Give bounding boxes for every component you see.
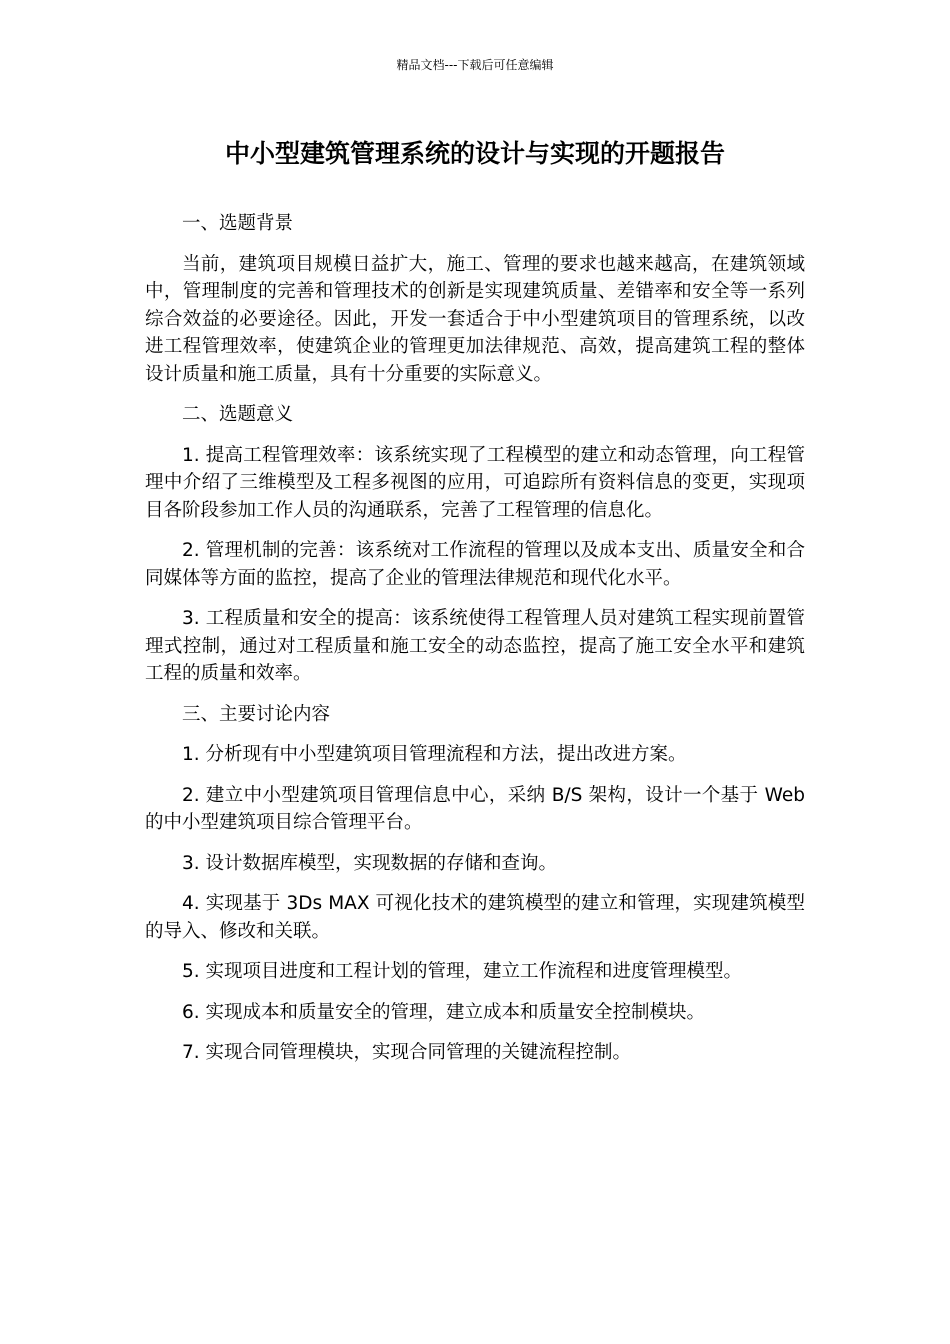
list-item: 1. 分析现有中小型建筑项目管理流程和方法，提出改进方案。 [182, 744, 687, 765]
section-heading: 二、选题意义 [182, 404, 294, 425]
list-item: 7. 实现合同管理模块，实现合同管理的关键流程控制。 [182, 1042, 632, 1063]
list-item: 6. 实现成本和质量安全的管理，建立成本和质量安全控制模块。 [182, 1001, 706, 1023]
list-item: 2. 管理机制的完善：该系统对工作流程的管理以及成本支出、质量安全和合同媒体等方面的监控，提高了企业的管理法律规范和现代化水平。 [145, 540, 805, 589]
list-item: 5. 实现项目进度和工程计划的管理，建立工作流程和进度管理模型。 [182, 961, 743, 982]
section-background [145, 210, 805, 388]
list-item: 3. 工程质量和安全的提高：该系统使得工程管理人员对建筑工程实现前置管理式控制，通过对工程质量和施工安全的动态监控，提高了施工安全水平和建筑工程的质量和效率。 [145, 608, 805, 684]
section-heading: 三、主要讨论内容 [182, 703, 331, 725]
document-body [145, 210, 805, 1080]
section-research-content [145, 701, 805, 1067]
document-title: 中小型建筑管理系统的设计与实现的开题报告 [224, 139, 725, 168]
paragraph: 当前，建筑项目规模日益扩大，施工、管理的要求也越来越高，在建筑领域中，管理制度的完善和管理技术的创新是实现建筑质量、差错率和安全等一系列综合效益的必要途径。因此，开发一套适合于中小型建筑项目的管理系统，以改进工程管理效率，使建筑企业的管理更加法律规范、高效，提高建筑工程的整体设计质量和施工质量，具有十分重要的实际意义。 [145, 253, 805, 385]
section-significance [145, 401, 805, 688]
section-heading: 一、选题背景 [182, 213, 294, 234]
list-item: 4. 实现基于 3Ds MAX 可视化技术的建筑模型的建立和管理，实现建筑模型的导入、修改和关联。 [145, 893, 805, 942]
header-note: 精品文档---下载后可任意编辑 [396, 58, 554, 72]
list-item: 3. 设计数据库模型，实现数据的存储和查询。 [182, 852, 558, 874]
list-item: 1. 提高工程管理效率：该系统实现了工程模型的建立和动态管理，向工程管理中介绍了三维模型及工程多视图的应用，可追踪所有资料信息的变更，实现项目各阶段参加工作人员的沟通联系，完善了工程管理的信息化。 [145, 444, 805, 521]
list-item: 2. 建立中小型建筑项目管理信息中心，采纳 B/S 架构，设计一个基于 Web 的中小型建筑项目综合管理平台。 [145, 784, 805, 833]
